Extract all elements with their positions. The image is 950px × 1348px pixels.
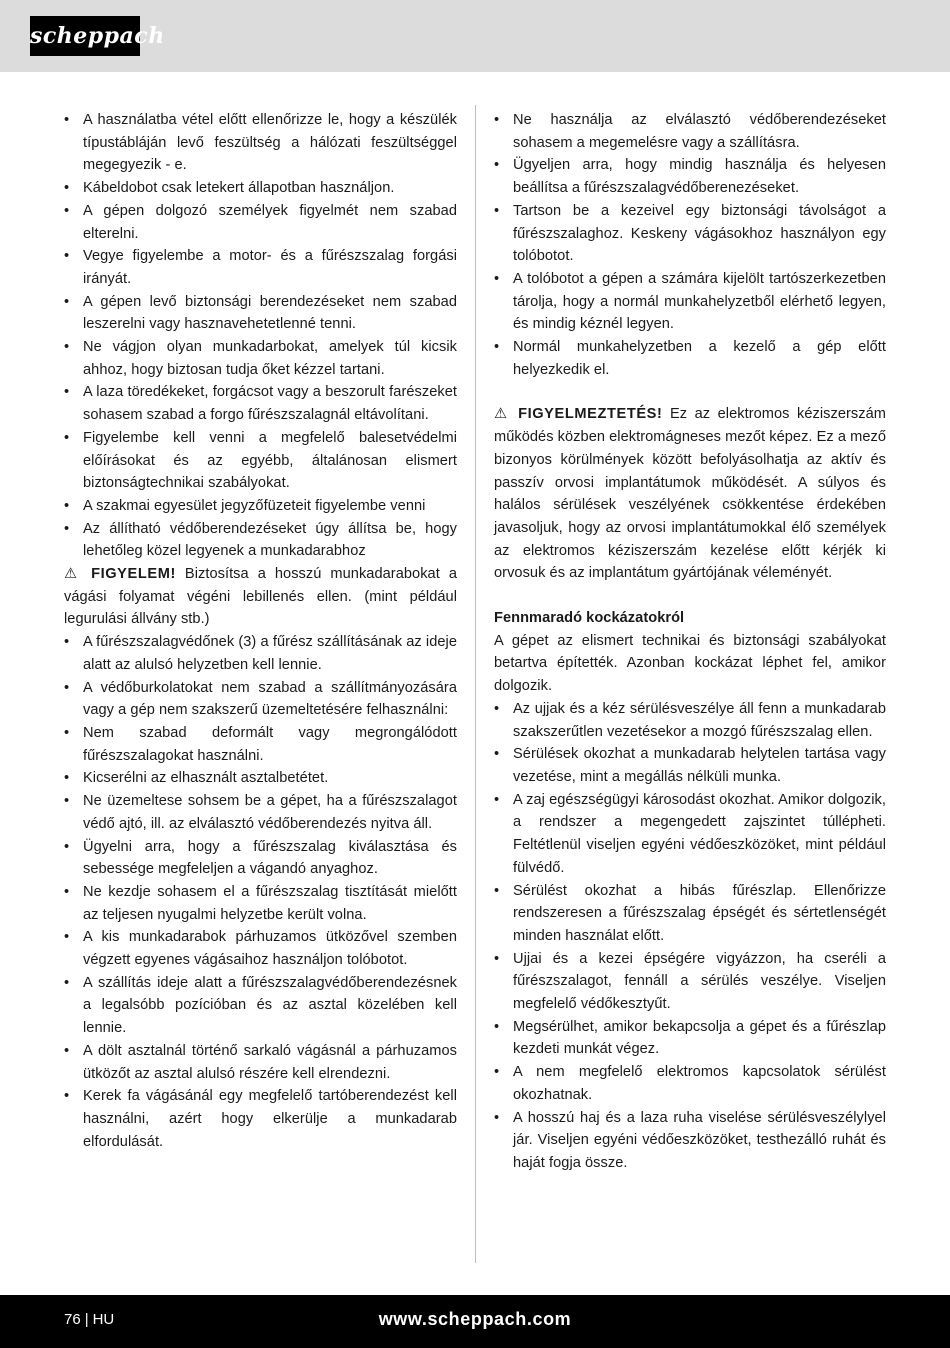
- website-url: www.scheppach.com: [378, 1309, 572, 1329]
- warning-text: Ez az elektromos kéziszerszám működés közben elektromágneses mezőt képez. Ez a mező bizonyos körülmények között befolyásolhatja az aktív és passzív orvosi implantátumok működését. A súlyos és halálos sérülések veszélyének csökkentése érdekében javasoljuk, hogy az orvosi implantátumokkal élő személyek az elektromos kéziszerszám kezelése előtt kérjék ki orvosuk és az implantátum gyártójának véleményét.: [494, 406, 887, 582]
- page-separator: |: [84, 1311, 89, 1328]
- scheppach-logo: scheppach: [30, 16, 140, 56]
- warning-note-left: [64, 563, 457, 631]
- list-item: • Ujjai és a kezei épségére vigyázzon, ha cseréli a fűrészszalagot, fennáll a sérülés veszélye. Viseljen megfelelő védőkesztyűt.: [494, 948, 886, 1016]
- list-item: • Kerek fa vágásánál egy megfelelő tartóberendezést kell használni, azért hogy elkerülje a munkadarab elfordulását.: [64, 1085, 457, 1153]
- list-item: • Tartson be a kezeivel egy biztonsági távolságot a fűrészszalaghoz. Keskeny vágásokhoz használyon egy tolóbotot.: [494, 200, 886, 268]
- list-item: • Az ujjak és a kéz sérülésveszélye áll fenn a munkadarab szakszerűtlen vezetésekor a mozgó fűrészszalag ellen.: [494, 698, 886, 743]
- list-item: • Ne vágjon olyan munkadarbokat, amelyek túl kicsik ahhoz, hogy biztosan tudja őket kézzel tartani.: [64, 336, 457, 381]
- list-item: • A tolóbotot a gépen a számára kijelölt tartószerkezetben tárolja, hogy a normál munkahelyzetből elérhető legyen, és mindig kéznél legyen.: [494, 268, 886, 336]
- warning-triangle-icon: ⚠: [494, 406, 511, 423]
- list-item: • Normál munkahelyzetben a kezelő a gép előtt helyezkedik el.: [494, 336, 886, 381]
- list-item: • Megsérülhet, amikor bekapcsolja a gépet és a fűrészlap kezdeti munkát végez.: [494, 1016, 886, 1061]
- list-item: • Ne kezdje sohasem el a fűrészszalag tisztítását mielőtt az teljesen nyugalmi helyzetbe került volna.: [64, 881, 457, 926]
- list-item: • Figyelembe kell venni a megfelelő balesetvédelmi előírásokat és az egyébb, általánosan elismert biztonságtechnikai szabályokat.: [64, 427, 457, 495]
- list-item: • A hosszú haj és a laza ruha viselése sérülésveszélylyel jár. Viseljen egyéni védőeszközöket, testhezálló ruhát és haját fogja össze.: [494, 1107, 886, 1175]
- list-item: • A nem megfelelő elektromos kapcsolatok sérülést okozhatnak.: [494, 1061, 886, 1106]
- residual-risks-list: [494, 698, 886, 1175]
- page-header: [0, 0, 950, 72]
- list-item: • A dölt asztalnál történő sarkaló vágásnál a párhuzamos ütközőt az asztal alulsó részére kell elrendezni.: [64, 1040, 457, 1085]
- list-item: • Ügyeljen arra, hogy mindig használja és helyesen beállítsa a fűrészszalagvédőberenezéseket.: [494, 154, 886, 199]
- warning-note-right: [494, 403, 886, 585]
- list-item: • Nem szabad deformált vagy megrongálódott fűrészszalagokat használni.: [64, 722, 457, 767]
- section-heading-residual-risks: Fennmaradó kockázatokról: [494, 610, 685, 627]
- page-number: 76: [64, 1311, 81, 1328]
- safety-list-left-b: [64, 631, 457, 1153]
- list-item: • Vegye figyelembe a motor- és a fűrészszalag forgási irányát.: [64, 245, 457, 290]
- page-footer: [0, 1295, 950, 1348]
- right-column: [494, 109, 886, 1175]
- list-item: • A gépen dolgozó személyek figyelmét nem szabad elterelni.: [64, 200, 457, 245]
- warning-label: FIGYELEM!: [91, 566, 176, 583]
- list-item: • Sérülések okozhat a munkadarab helytelen tartása vagy vezetése, mint a megállás nélküli munka.: [494, 743, 886, 788]
- list-item: • A szakmai egyesület jegyzőfüzeteit figyelembe venni: [64, 495, 457, 518]
- list-item: • Kábeldobot csak letekert állapotban használjon.: [64, 177, 457, 200]
- list-item: • A védőburkolatokat nem szabad a szállítmányozására vagy a gép nem szakszerű üzemeltetésére felhasználni:: [64, 677, 457, 722]
- list-item: • Az állítható védőberendezéseket úgy állítsa be, hogy lehetőleg közel legyenek a munkadarabhoz: [64, 518, 457, 563]
- column-divider: [475, 105, 476, 1263]
- warning-triangle-icon: ⚠: [64, 566, 83, 583]
- list-item: • Ne használja az elválasztó védőberendezéseket sohasem a megemelésre vagy a szállításra.: [494, 109, 886, 154]
- warning-text: Biztosítsa a hosszú munkadarabokat a vágási folyamat végéni lebillenés ellen. (mint például legurulási állvány stb.): [64, 566, 458, 628]
- list-item: • Ügyelni arra, hogy a fűrészszalag kiválasztása és sebessége megfeleljen a vágandó anyaghoz.: [64, 836, 457, 881]
- list-item: • A kis munkadarabok párhuzamos ütközővel szemben végzett egyenes vágásaihoz használjon tolóbotot.: [64, 926, 457, 971]
- list-item: • A zaj egészségügyi károsodást okozhat. Amikor dolgozik, a rendszer a megengedett zajszintet túllépheti. Feltétlenül viseljen egyéni védőeszközöket, mint például fülvédő.: [494, 789, 886, 880]
- list-item: • A fűrészszalagvédőnek (3) a fűrész szállításának az ideje alatt az alulsó helyzetben kell lennie.: [64, 631, 457, 676]
- list-item: • Kicserélni az elhasznált asztalbetétet.: [64, 767, 457, 790]
- list-item: • A szállítás ideje alatt a fűrészszalagvédőberendezésnek a legalsóbb pozícióban és az asztal közelében kell lennie.: [64, 972, 457, 1040]
- list-item: • Sérülést okozhat a hibás fűrészlap. Ellenőrizze rendszeresen a fűrészszalag épségét és sértetlenségét minden használat előtt.: [494, 880, 886, 948]
- left-column: [64, 109, 457, 1153]
- language-code: HU: [92, 1311, 115, 1328]
- list-item: • A használatba vétel előtt ellenőrizze le, hogy a készülék típustábláján levő feszültség a hálózati feszültséggel megegyezik - e.: [64, 109, 457, 177]
- residual-risks-intro: A gépet az elismert technikai és biztonsági szabályokat betartva építették. Azonban kockázat léphet fel, amikor dolgozik.: [494, 632, 886, 695]
- safety-list-left-a: [64, 109, 457, 563]
- list-item: • A laza töredékeket, forgácsot vagy a beszorult farészeket sohasem szabad a forgo fűrészszalagnál eltávolítani.: [64, 381, 457, 426]
- safety-list-right-a: [494, 109, 886, 381]
- list-item: • A gépen levő biztonsági berendezéseket nem szabad leszerelni vagy hasznavehetetlenné tenni.: [64, 291, 457, 336]
- warning-label: FIGYELMEZTETÉS!: [518, 406, 663, 423]
- list-item: • Ne üzemeltese sohsem be a gépet, ha a fűrészszalagot védő ajtó, ill. az elválasztó védőberendezés nyitva áll.: [64, 790, 457, 835]
